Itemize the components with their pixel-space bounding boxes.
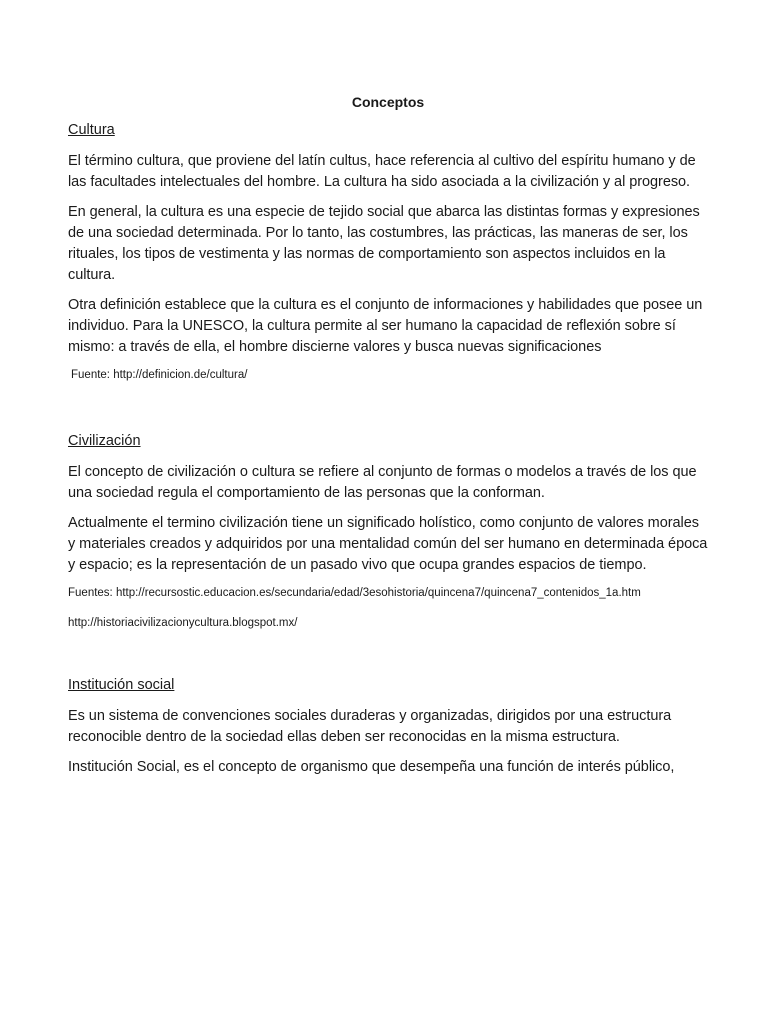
paragraph: Institución Social, es el concepto de organismo que desempeña una función de interés público, bbox=[68, 759, 675, 775]
paragraph: El término cultura, que proviene del latín cultus, hace referencia al cultivo del espíritu humano y de las facultades intelectuales del hombre. La cultura ha sido asociada a la civilización y al progreso. bbox=[68, 153, 696, 190]
source-citation: Fuente: http://definicion.de/cultura/ bbox=[71, 369, 248, 381]
section-heading: Cultura bbox=[68, 122, 115, 138]
paragraph: El concepto de civilización o cultura se refiere al conjunto de formas o modelos a través de los que una sociedad regula el comportamiento de las personas que la conforman. bbox=[68, 464, 697, 501]
section-spacer bbox=[68, 645, 708, 675]
document-title: Conceptos bbox=[351, 94, 425, 110]
paragraph: Es un sistema de convenciones sociales duraderas y organizadas, dirigidos por una estructura reconocible dentro de la sociedad ellas deben ser reconocidas en la misma estructura. bbox=[68, 708, 672, 745]
section-heading: Civilización bbox=[68, 433, 141, 449]
section-institucion-social bbox=[68, 675, 708, 778]
section-heading: Institución social bbox=[68, 677, 175, 693]
paragraph: Otra definición establece que la cultura es el conjunto de informaciones y habilidades que posee un individuo. Para la UNESCO, la cultura permite al ser humano la capacidad de reflexión sobre sí mismo: a través de ella, el hombre discierne valores y busca nuevas significaciones bbox=[68, 297, 703, 355]
source-citation: Fuentes: http://recursostic.educacion.es/secundaria/edad/3esohistoria/quincena7/quincena7_contenidos_1a.htm bbox=[68, 587, 641, 599]
section-cultura bbox=[68, 120, 708, 383]
document-body bbox=[68, 94, 708, 787]
section-civilizacion bbox=[68, 431, 708, 631]
paragraph: En general, la cultura es una especie de tejido social que abarca las distintas formas y expresiones de una sociedad determinada. Por lo tanto, las costumbres, las prácticas, las maneras de ser, los rituales, los tipos de vestimenta y las normas de comportamiento son aspectos incluidos en la cultura. bbox=[68, 204, 700, 283]
source-citation: http://historiacivilizacionycultura.blogspot.mx/ bbox=[68, 617, 298, 629]
paragraph: Actualmente el termino civilización tiene un significado holístico, como conjunto de valores morales y materiales creados y adquiridos por una mentalidad común del ser humano en determinada época y espacio; es la representación de un pasado vivo que ocupa grandes espacios de tiempo. bbox=[68, 515, 708, 573]
section-spacer bbox=[68, 397, 708, 431]
